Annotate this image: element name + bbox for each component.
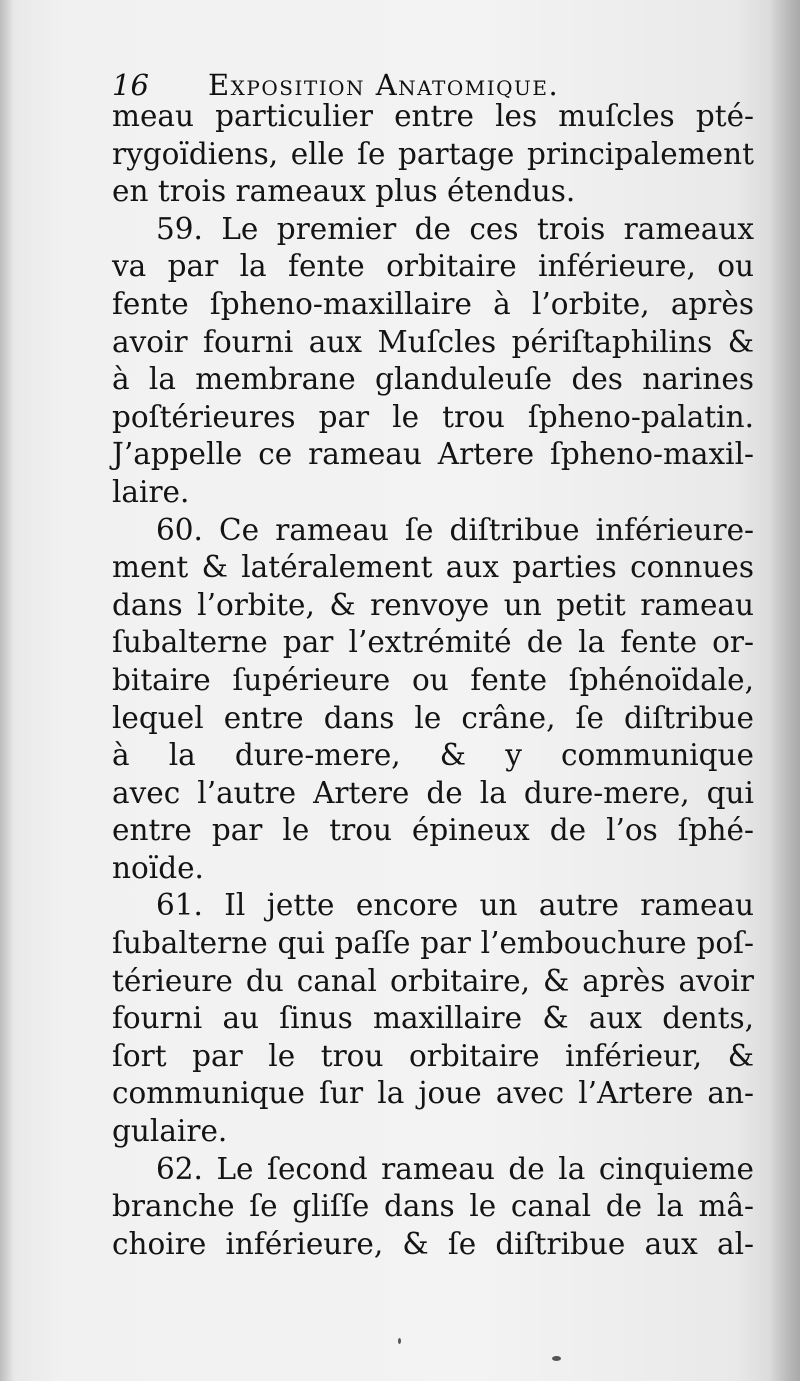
text-line: bitaire ſupérieure ou fente ſphénoïdale, [112,662,754,697]
text-line: branche ſe gliſſe dans le canal de la mâ- [112,1189,754,1224]
text-line: ment & latéralement aux parties connues [112,550,754,585]
paragraph-59-start: 59. Le premier de ces trois rameaux [156,211,754,246]
text-line: avoir fourni aux Muſcles périſtaphilins & [112,324,754,359]
text-line: laire. [112,474,190,509]
text-line: ſubalterne par l’extrémité de la fente or- [112,625,754,660]
body-text [112,98,754,1263]
text-line: fente ſpheno-maxillaire à l’orbite, après [112,286,754,321]
text-line: lequel entre dans le crâne, ſe diſtribue [112,700,754,735]
text-line: poſtérieures par le trou ſpheno-palatin. [112,399,754,434]
text-line: va par la fente orbitaire inférieure, ou [112,249,754,284]
text-line: gulaire. [112,1114,228,1149]
text-line: à la dure-mere, & y communique [112,738,754,773]
text-line: à la membrane glanduleuſe des narines [112,362,754,397]
page-number: 16 [112,68,149,102]
ink-speck [552,1356,561,1361]
paragraph-62-start: 62. Le ſecond rameau de la cinquieme [156,1151,754,1186]
text-line: térieure du canal orbitaire, & après avoir [112,963,754,998]
text-line: ſubalterne qui paſſe par l’embouchure poſ- [112,926,754,961]
text-line: fourni au ſinus maxillaire & aux dents, [112,1001,754,1036]
text-line: noïde. [112,850,204,885]
text-line: rygoïdiens, elle ſe partage principalement [112,136,754,171]
text-line: dans l’orbite, & renvoye un petit rameau [112,587,754,622]
paragraph-61-start: 61. Il jette encore un autre rameau [156,888,754,923]
text-line: meau particulier entre les muſcles pté- [112,99,754,133]
text-line: entre par le trou épineux de l’os ſphé- [112,813,754,848]
running-head: Exposition Anatomique. [208,68,560,102]
text-line: communique ſur la joue avec l’Artere an- [112,1076,754,1111]
text-line: J’appelle ce rameau Artere ſpheno-maxil- [112,437,754,472]
ink-speck [398,1338,401,1344]
text-line: choire inférieure, & ſe diſtribue aux al- [112,1226,754,1261]
text-line: ſort par le trou orbitaire inférieur, & [112,1038,754,1073]
paragraph-60-start: 60. Ce rameau ſe diſtribue inférieure- [156,512,754,547]
text-line: en trois rameaux plus étendus. [112,174,576,209]
text-line: avec l’autre Artere de la dure-mere, qui [112,775,754,810]
